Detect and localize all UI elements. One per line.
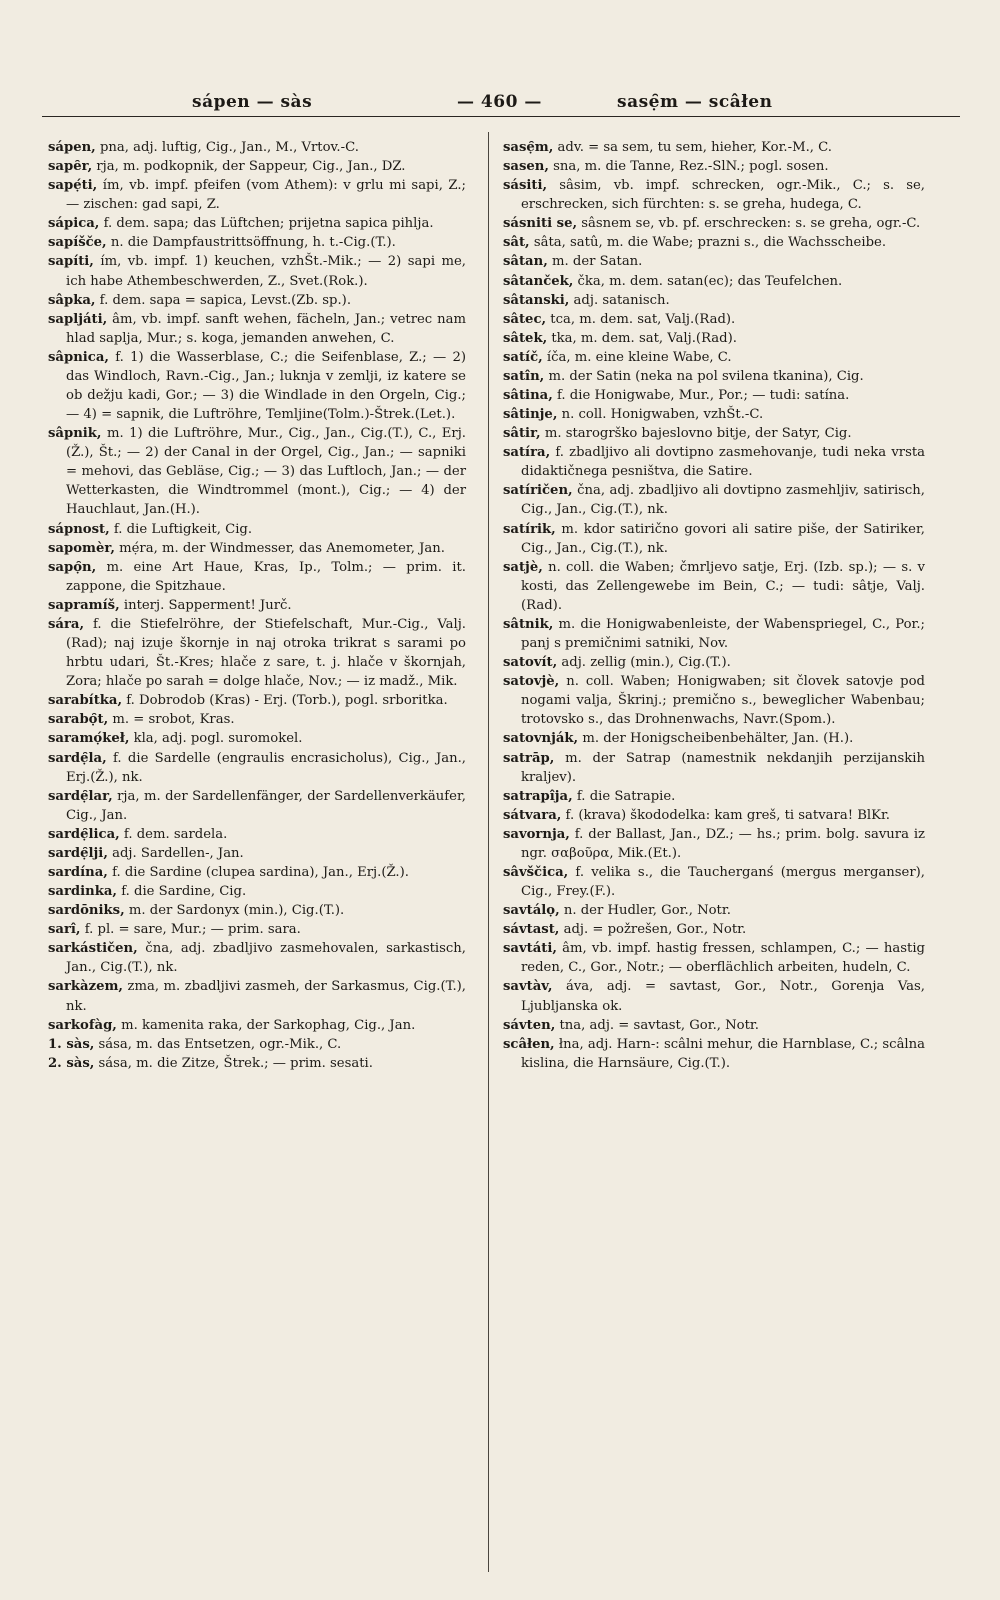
entry-headword: sarkàzem, <box>48 979 124 995</box>
dictionary-entry <box>48 787 466 825</box>
entry-definition: m. starogrško bajeslovno bitje, der Satyr, Cig. <box>540 426 852 442</box>
entry-definition: f. der Ballast, Jan., DZ.; — hs.; prim. bolg. savura iz ngr. σαβοῦρα, Mik.(Et.). <box>521 826 925 861</box>
entry-definition: tna, adj. = savtast, Gor., Notr. <box>555 1017 759 1033</box>
entry-definition: n. coll. Honigwaben, vzhŠt.-C. <box>557 407 764 423</box>
dictionary-entry <box>503 615 925 653</box>
dictionary-entry <box>48 920 466 939</box>
dictionary-entry <box>48 882 466 901</box>
entry-definition: adj. zellig (min.), Cig.(T.). <box>557 655 731 671</box>
dictionary-entry <box>48 558 466 596</box>
entry-headword: savtáti, <box>503 941 557 957</box>
entry-headword: sâtec, <box>503 311 547 327</box>
entry-headword: sardẹ̑lar, <box>48 788 113 804</box>
entry-headword: sâtinje, <box>503 407 558 423</box>
entry-headword: sápnost, <box>48 521 110 537</box>
dictionary-entry <box>503 749 925 787</box>
entry-definition: m. eine Art Haue, Kras, Ip., Tolm.; — prim. it. zappone, die Spitzhaue. <box>66 559 466 594</box>
entry-headword: sasẹ̑m, <box>503 140 554 155</box>
entry-definition: rja, m. podkopnik, der Sappeur, Cig., Jan., DZ. <box>92 159 406 175</box>
entry-definition: čna, adj. zbadljivo ali dovtipno zasmehljiv, satirisch, Cig., Jan., Cig.(T.), nk. <box>521 483 925 518</box>
entry-definition: sása, m. die Zitze, Štrek.; — prim. sesati. <box>94 1055 373 1071</box>
entry-headword: sásiti, <box>503 178 548 194</box>
entry-definition: f. die Sardelle (engraulis encrasicholus), Cig., Jan., Erj.(Ž.), nk. <box>66 750 466 785</box>
entry-definition: f. die Honigwabe, Mur., Por.; — tudi: satína. <box>552 388 850 404</box>
dictionary-entry <box>48 310 466 348</box>
entry-headword: savtálọ, <box>503 903 560 919</box>
entry-headword: sára, <box>48 616 85 632</box>
dictionary-entry <box>503 310 925 329</box>
entry-definition: adv. = sa sem, tu sem, hieher, Kor.-M., C. <box>553 140 832 155</box>
entry-definition: m. die Honigwabenleiste, der Wabenspriegel, C., Por.; panj s premičnimi satniki, Nov. <box>521 616 925 652</box>
entry-headword: sápen, <box>48 140 96 155</box>
entry-definition: m. der Honigscheibenbehälter, Jan. (H.). <box>578 731 854 747</box>
dictionary-entry <box>503 252 925 271</box>
entry-definition: f. 1) die Wasserblase, C.; die Seifenblase, Z.; — 2) das Windloch, Ravn.-Cig., Jan.; luknja v zemlji, iz katere se ob dežju kadi, Gor.; — 3) die Windlade in den Orgeln, Cig.; — 4) = sapnik, die Luftröhre, Temljine(Tolm.)-Štrek.(Let.). <box>66 349 466 423</box>
dictionary-entry <box>503 863 925 901</box>
entry-headword: satíč, <box>503 349 543 365</box>
entry-definition: f. die Satrapie. <box>572 788 676 804</box>
entry-definition: sâsnem se, vb. pf. erschrecken: s. se greha, ogr.-C. <box>577 216 921 232</box>
entry-definition: f. pl. = sare, Mur.; — prim. sara. <box>80 922 301 938</box>
entry-headword: sasen, <box>503 159 549 175</box>
entry-headword: satovnják, <box>503 731 579 747</box>
entry-headword: sâtnik, <box>503 616 554 632</box>
entry-headword: sapomèr, <box>48 540 115 556</box>
entry-headword: sásniti se, <box>503 216 578 232</box>
dictionary-entry <box>48 844 466 863</box>
entry-headword: satjè, <box>503 559 543 575</box>
right-column <box>503 138 925 1570</box>
entry-definition: sása, m. das Entsetzen, ogr.-Mik., C. <box>94 1036 342 1052</box>
entry-definition: interj. Sapperment! Jurč. <box>119 597 292 613</box>
dictionary-entry <box>48 214 466 233</box>
entry-definition: f. (krava) škododelka: kam greš, ti satvara! BlKr. <box>561 807 890 823</box>
entry-headword: satîn, <box>503 368 545 384</box>
dictionary-entry <box>48 291 466 310</box>
dictionary-entry <box>503 1016 925 1035</box>
dictionary-entry <box>48 825 466 844</box>
dictionary-entry <box>503 825 925 863</box>
entry-definition: ím, vb. impf. 1) keuchen, vzhŠt.-Mik.; — 2) sapi me, ich habe Athembeschwerden, Z., Svet.(Rok.). <box>66 254 466 289</box>
entry-headword: sarabọ̑t, <box>48 712 109 728</box>
entry-headword: satíra, <box>503 445 551 461</box>
dictionary-entry <box>503 939 925 977</box>
page-number: — 460 — <box>457 92 542 112</box>
dictionary-entry <box>48 1035 466 1054</box>
entry-definition: f. Dobrodob (Kras) - Erj. (Torb.), pogl. srboritka. <box>122 693 448 709</box>
entry-headword: sarî, <box>48 922 81 938</box>
entry-headword: savornja, <box>503 826 570 842</box>
entry-definition: tka, m. dem. sat, Valj.(Rad). <box>547 330 737 346</box>
dictionary-entry <box>48 710 466 729</box>
entry-definition: m. 1) die Luftröhre, Mur., Cig., Jan., Cig.(T.), C., Erj.(Ž.), Št.; — 2) der Canal in der Orgel, Cig., Jan.; — sapniki = mehovi, das Gebläse, Cig.; — 3) das Luftloch, Jan.; — der Wetterkasten, die Windtrommel (mont.), Cig.; — 4) der Hauchlaut, Jan.(H.). <box>66 426 466 518</box>
entry-definition: m. = srobot, Kras. <box>108 712 235 728</box>
page-header <box>42 88 960 117</box>
dictionary-entry <box>503 272 925 291</box>
entry-definition: mẹ́ra, m. der Windmesser, das Anemometer, Jan. <box>114 540 445 556</box>
entry-headword: sâtina, <box>503 388 553 404</box>
entry-definition: âm, vb. impf. sanft wehen, fächeln, Jan.; vetrec nam hlad saplja, Mur.; s. koga, jemanden anwehen, C. <box>66 311 466 346</box>
entry-definition: m. der Satan. <box>547 254 643 270</box>
dictionary-entry <box>48 1054 466 1073</box>
entry-definition: adj. satanisch. <box>569 292 670 308</box>
entry-definition: m. kamenita raka, der Sarkophag, Cig., Jan. <box>116 1017 416 1033</box>
dictionary-entry <box>48 691 466 710</box>
dictionary-entry <box>48 1016 466 1035</box>
entry-definition: áva, adj. = savtast, Gor., Notr., Gorenja Vas, Ljubljanska ok. <box>521 979 925 1014</box>
entry-headword: sarabítka, <box>48 693 123 709</box>
entry-headword: sátvara, <box>503 807 562 823</box>
entry-definition: f. zbadljivo ali dovtipno zasmehovanje, tudi neka vrsta didaktičnega pesništva, die Satire. <box>521 445 925 480</box>
dictionary-entry <box>503 348 925 367</box>
entry-headword: savtàv, <box>503 979 553 995</box>
entry-headword: sapíti, <box>48 254 94 270</box>
entry-definition: pna, adj. luftig, Cig., Jan., M., Vrtov.-C. <box>95 140 359 155</box>
dictionary-entry <box>48 424 466 519</box>
dictionary-entry <box>48 615 466 691</box>
dictionary-entry <box>503 1035 925 1073</box>
left-column <box>48 138 466 1570</box>
entry-headword: sardinka, <box>48 884 118 900</box>
entry-headword: sapȇr, <box>48 159 93 175</box>
entry-definition: f. dem. sapa; das Lüftchen; prijetna sapica pihlja. <box>99 216 434 232</box>
entry-definition: âm, vb. impf. hastig fressen, schlampen, C.; — hastig reden, C., Gor., Notr.; — oberflächlich arbeiten, hudeln, C. <box>521 941 925 976</box>
entry-definition: kla, adj. pogl. suromokel. <box>129 731 303 747</box>
entry-definition: f. die Luftigkeit, Cig. <box>109 521 253 537</box>
dictionary-entry <box>48 157 466 176</box>
entry-headword: sât, <box>503 235 530 251</box>
dictionary-entry <box>48 252 466 290</box>
dictionary-entry <box>48 901 466 920</box>
entry-headword: sapíšče, <box>48 235 107 251</box>
entry-headword: sardẹ̑lica, <box>48 826 120 842</box>
dictionary-entry <box>503 481 925 519</box>
dictionary-entry <box>503 386 925 405</box>
dictionary-entry <box>48 977 466 1015</box>
entry-definition: m. kdor satirično govori ali satire piše, der Satiriker, Cig., Jan., Cig.(T.), nk. <box>521 521 925 556</box>
entry-headword: sâpnik, <box>48 426 102 442</box>
dictionary-entry <box>503 977 925 1015</box>
entry-headword: sâpnica, <box>48 349 109 365</box>
entry-definition: łna, adj. Harn-: scâlni mehur, die Harnblase, C.; scâlna kislina, die Harnsäure, Cig.(T.). <box>521 1036 925 1071</box>
entry-definition: čka, m. dem. satan(ec); das Teufelchen. <box>573 273 843 289</box>
entry-definition: f. die Stiefelröhre, der Stiefelschaft, Mur.-Cig., Valj.(Rad); naj izuje škornje in naj otroka trikrat s sarami po hrbtu udari, Št.-Kres; hlače z sare, t. j. hlače v škornjah, Zora; hlače po sarah = dolge hlače, Nov.; — iz madž., Mik. <box>66 616 466 690</box>
dictionary-entry <box>48 596 466 615</box>
dictionary-entry <box>503 653 925 672</box>
dictionary-entry <box>503 367 925 386</box>
dictionary-entry <box>48 520 466 539</box>
entry-definition: n. coll. Waben; Honigwaben; sit človek satovje pod nogami valja, Škrinj.; premično s., beweglicher Wabenbau; trotovsko s., das Drohnenwachs, Navr.(Spom.). <box>521 674 925 728</box>
entry-definition: sna, m. die Tanne, Rez.-SlN.; pogl. sosen. <box>548 159 829 175</box>
entry-headword: satíričen, <box>503 483 573 499</box>
dictionary-entry <box>48 539 466 558</box>
entry-definition: f. dem. sapa = sapica, Levst.(Zb. sp.). <box>95 292 352 308</box>
entry-definition: rja, m. der Sardellenfänger, der Sardellenverkäufer, Cig., Jan. <box>66 788 466 823</box>
dictionary-entry <box>503 443 925 481</box>
dictionary-entry <box>503 424 925 443</box>
entry-headword: sapẹ́ti, <box>48 178 98 194</box>
entry-headword: satrapîja, <box>503 788 573 804</box>
entry-definition: f. dem. sardela. <box>119 826 228 842</box>
dictionary-entry <box>503 291 925 310</box>
entry-headword: satovít, <box>503 655 558 671</box>
entry-definition: n. der Hudler, Gor., Notr. <box>559 903 731 919</box>
dictionary-entry <box>48 233 466 252</box>
entry-headword: scâłen, <box>503 1036 555 1052</box>
entry-definition: tca, m. dem. sat, Valj.(Rad). <box>546 311 736 327</box>
entry-headword: sâtir, <box>503 426 541 442</box>
entry-definition: sâsim, vb. impf. schrecken, ogr.-Mik., C.; s. se, erschrecken, sich fürchten: s. se greha, hudega, C. <box>521 178 925 213</box>
dictionary-entry <box>48 348 466 424</box>
dictionary-entry <box>503 176 925 214</box>
entry-headword: sardẹ̑lji, <box>48 845 108 861</box>
dictionary-entry <box>503 901 925 920</box>
entry-definition: čna, adj. zbadljivo zasmehovalen, sarkastisch, Jan., Cig.(T.), nk. <box>66 941 466 976</box>
entry-headword: sâtek, <box>503 330 548 346</box>
entry-headword: sardína, <box>48 864 108 880</box>
dictionary-entry <box>503 558 925 615</box>
entry-headword: sápica, <box>48 216 100 232</box>
entry-definition: f. die Sardine (clupea sardina), Jan., Erj.(Ž.). <box>107 864 409 880</box>
entry-headword: sapljáti, <box>48 311 108 327</box>
entry-headword: sâpka, <box>48 292 96 308</box>
entry-headword: sâvščica, <box>503 864 569 880</box>
dictionary-entry <box>503 405 925 424</box>
column-divider <box>488 132 489 1572</box>
entry-headword: sarkofàg, <box>48 1017 117 1033</box>
entry-headword: sarkástičen, <box>48 941 138 957</box>
dictionary-entry <box>503 157 925 176</box>
dictionary-entry <box>48 749 466 787</box>
dictionary-entry <box>48 176 466 214</box>
dictionary-entry <box>48 729 466 748</box>
entry-definition: m. der Sardonyx (min.), Cig.(T.). <box>124 903 345 919</box>
entry-definition: adj. Sardellen-, Jan. <box>107 845 244 861</box>
entry-headword: 2. sàs, <box>48 1055 95 1071</box>
dictionary-entry <box>48 138 466 157</box>
header-left-guide-words: sápen — sàs <box>192 92 313 112</box>
entry-definition: m. der Satrap (namestnik nekdanjih perzijanskih kraljev). <box>521 750 925 785</box>
entry-headword: sávten, <box>503 1017 556 1033</box>
entry-definition: f. die Sardine, Cig. <box>117 884 247 900</box>
entry-headword: sardōniks, <box>48 903 125 919</box>
entry-definition: n. coll. die Waben; čmrljevo satje, Erj. (Izb. sp.); — s. v kosti, das Zellengewebe im Bein, C.; — tudi: sâtje, Valj.(Rad). <box>521 559 925 613</box>
entry-headword: sardẹ̑la, <box>48 750 107 766</box>
entry-headword: satovjè, <box>503 674 560 690</box>
dictionary-entry <box>503 214 925 233</box>
entry-headword: sâtanski, <box>503 292 570 308</box>
dictionary-entry <box>503 520 925 558</box>
entry-definition: íča, m. eine kleine Wabe, C. <box>542 349 732 365</box>
entry-headword: sávtast, <box>503 922 560 938</box>
dictionary-entry <box>503 920 925 939</box>
entry-headword: satírik, <box>503 521 556 537</box>
entry-headword: satrāp, <box>503 750 555 766</box>
dictionary-entry <box>503 787 925 806</box>
entry-headword: sâtanček, <box>503 273 574 289</box>
dictionary-entry <box>503 729 925 748</box>
dictionary-entry <box>48 863 466 882</box>
entry-headword: 1. sàs, <box>48 1036 95 1052</box>
entry-definition: f. velika s., die Taucherganś (mergus merganser), Cig., Frey.(F.). <box>521 864 925 900</box>
entry-definition: adj. = požrešen, Gor., Notr. <box>559 922 747 938</box>
dictionary-entry <box>503 672 925 729</box>
entry-definition: n. die Dampfaustrittsöffnung, h. t.-Cig.(T.). <box>106 235 396 251</box>
dictionary-entry <box>503 138 925 157</box>
entry-headword: sâtan, <box>503 254 548 270</box>
entry-headword: sapọ̑n, <box>48 559 97 575</box>
entry-headword: sapramíš, <box>48 597 120 613</box>
dictionary-entry <box>503 806 925 825</box>
entry-definition: ím, vb. impf. pfeifen (vom Athem): v grlu mi sapi, Z.; — zischen: gad sapi, Z. <box>66 178 466 213</box>
dictionary-entry <box>48 939 466 977</box>
entry-definition: zma, m. zbadljivi zasmeh, der Sarkasmus, Cig.(T.), nk. <box>66 979 466 1014</box>
dictionary-entry <box>503 233 925 252</box>
entry-definition: sâta, satû, m. die Wabe; prazni s., die Wachsscheibe. <box>529 235 887 251</box>
dictionary-entry <box>503 329 925 348</box>
entry-definition: m. der Satin (neka na pol svilena tkanina), Cig. <box>544 368 864 384</box>
header-right-guide-words: sasẹ̑m — scâłen <box>617 92 773 112</box>
entry-headword: saramọ́keł, <box>48 731 130 747</box>
